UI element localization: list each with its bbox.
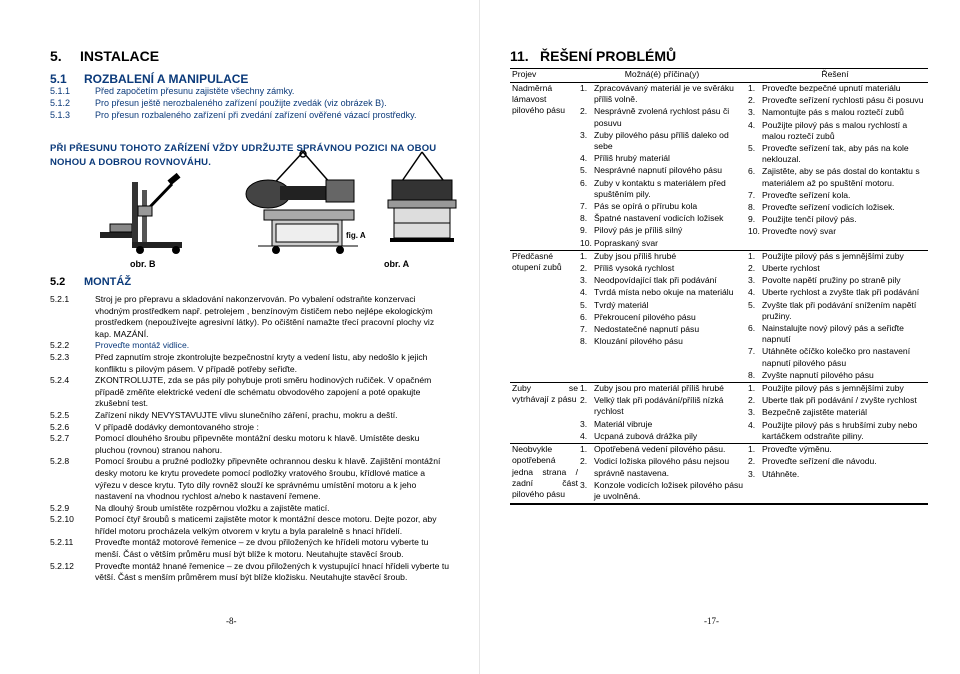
item-number: 7. [748,189,756,200]
item-text: Uberte rychlost [762,263,820,274]
item-number: 6. [748,323,756,334]
list-item [748,383,928,394]
item-number: 2. [580,456,588,467]
item-number: 6. [580,177,588,188]
list-item [580,83,744,105]
item-text: Proveďte seřízení vodicích ložisek. [762,202,895,213]
list-item [748,143,928,165]
list-item [580,456,744,478]
symptom-cell: Neobvykle opotřebená jedna strana / zadní část pilového pásu [512,444,578,499]
item-text: Příliš hrubý materiál [594,153,670,164]
list-item [748,346,928,368]
header-cause: Možná(é) příčina(y) [624,69,700,79]
item-number: 5. [580,165,588,176]
item-number: 4. [748,419,756,430]
list-item [580,213,744,224]
list-item [580,431,744,442]
item-number: 5. [748,143,756,154]
table-header [510,69,928,83]
list-item: 5.2.9 Na dlouhý šroub umístěte rozpěrnou vložku a zajistěte maticí. [50,502,330,513]
forklift-illustration [96,170,196,256]
item-number: 7. [580,324,588,335]
item-number: 5. [580,299,588,310]
header-solution: Řešení [821,69,849,79]
item-number: 2. [748,263,756,274]
item-text: Zuby jsou pro materiál příliš hrubé [594,383,724,394]
item-number: 4. [580,287,588,298]
list-item [748,420,928,442]
symptom-cell: Zuby se vytrhávají z pásu [512,383,578,405]
item-number: 7. [748,346,756,357]
item-text: Proveďte seřízení rychlosti pásu či posuvu [762,95,924,106]
list-item: 5.2.6 V případě dodávky demontovaného stroje : [50,421,259,432]
safety-warning: PŘI PŘESUNU TOHOTO ZAŘÍZENÍ VŽDY UDRŽUJTE SPRÁVNOU POZICI NA OBOU NOHOU A DOBROU ROVNOVÁHU. [50,143,437,168]
solution-cell [748,251,928,382]
page-number: -8- [226,616,237,626]
item-number: 2. [748,395,756,406]
item-number: 2. [580,263,588,274]
item-text: Povolte napětí pružiny po straně pily [762,275,901,286]
item-number: 9. [580,225,588,236]
item-text: Nainstalujte nový pilový pás a seřiďte napnutí [762,323,904,345]
list-item [580,275,744,286]
list-item [748,190,928,201]
list-item [748,251,928,262]
item-number: 6. [580,311,588,322]
item-text: Vodicí ložiska pilového pásu nejsou správně nastavena. [594,456,730,478]
item-text: Uberte rychlost a zvyšte tlak při podávání [762,287,920,298]
item-number: 3. [748,107,756,118]
item-text: Opotřebená vedení pilového pásu. [594,444,726,455]
cause-cell [580,444,748,503]
list-item [580,201,744,212]
cause-cell [580,83,748,250]
item-number: 1. [748,444,756,455]
item-text: Pilový pás je příliš silný [594,225,683,236]
subsection-heading-unpacking: 5.1 ROZBALENÍ A MANIPULACE [50,72,249,86]
item-text: Nedostatečné napnutí pásu [594,324,700,335]
right-page [480,0,960,674]
list-item [580,480,744,502]
item-number: 2. [748,95,756,106]
list-item [748,469,928,480]
item-text: Zvyšte tlak při podávání snížením napětí pružiny. [762,299,917,321]
list-item [580,130,744,152]
list-item [748,300,928,322]
list-item [748,120,928,142]
list-item [580,251,744,262]
list-item [580,263,744,274]
item-text: Nesprávně zvolená rychlost pásu či posuvu [594,106,730,128]
item-text: Proveďte bezpečné upnutí materiálu [762,83,901,93]
list-item: 5.1.2 Pro přesun ještě nerozbaleného zařízení použijte zvedák (viz obrázek B). [50,98,387,108]
item-text: Proveďte seřízení dle návodu. [762,456,877,467]
item-text: Velký tlak při podávání/příliš nízká rychlost [594,395,724,417]
bandsaw-lifting-illustration [228,150,378,258]
item-number: 4. [580,153,588,164]
item-text: Popraskaný svar [594,237,659,248]
item-text: Pás se opírá o přírubu kola [594,201,698,212]
item-number: 3. [580,129,588,140]
cause-cell [580,383,748,443]
item-text: Materiál vibruje [594,418,653,429]
header-symptom: Projev [512,69,537,79]
unpacking-list [50,85,450,121]
list-item [580,178,744,200]
list-item [748,370,928,381]
item-text: Zajistěte, aby se pás dostal do kontaktu s materiálem až po spuštění motoru. [762,166,920,188]
item-text: Proveďte seřízení tak, aby pás na kole neklouzal. [762,143,909,165]
solution-cell [748,444,928,503]
item-number: 1. [580,250,588,261]
list-item [580,395,744,417]
list-item [580,153,744,164]
list-item [748,395,928,406]
solution-cell [748,83,928,250]
symptom-cell: Nadměrná lámavost pilového pásu [512,83,566,116]
item-number: 9. [748,214,756,225]
item-text: Zuby pilového pásu příliš daleko od sebe [594,129,729,152]
assembly-steps [50,294,450,584]
table-row [510,444,928,504]
table-body [510,83,928,504]
item-text: Proveďte seřízení kola. [762,189,851,200]
item-number: 10. [580,237,592,248]
item-number: 3. [748,275,756,286]
item-number: 1. [748,383,756,394]
item-text: Zuby v kontaktu s materiálem před spuštěním pily. [594,177,726,199]
table-row [510,383,928,444]
list-item [580,106,744,128]
list-item [748,83,928,94]
item-text: Zpracovávaný materiál je ve svěráku příliš volně. [594,83,734,105]
list-item: 5.1.3 Pro přesun rozbaleného zařízení při zvedání zařízení ověřené vázací prostředky. [50,110,417,120]
item-text: Tvrdá místa nebo okuje na materiálu [594,287,734,298]
list-item [580,336,744,347]
item-text: Použijte pilový pás s jemnějšími zuby [762,250,904,261]
list-item: 5.2.12 Proveďte montáž hnané řemenice – ze dvou přiložených k vystupující hnací hřídeli vyberte tu větší. Část s menším průměrem musí být blíže kložisku. Neutahujte stavěcí šroub. [50,560,449,583]
subsection-heading-assembly: 5.2 MONTÁŽ [50,276,132,288]
list-item [580,324,744,335]
item-number: 2. [748,456,756,467]
item-number: 6. [748,166,756,177]
item-number: 3. [580,418,588,429]
list-item: 5.2.8 Pomocí šroubu a pružné podložky připevněte ochrannou desku k hlavě. Zajištění montážní desky motoru ke krytu provedete pomocí podložky vratového šroubu, křídlové matice a výřezu v desce krytu. Tyto díly rovněž slouží ke správnému umístění motoru a k jeho nastavení na vhodnou rychlost a/nebo k nastavení řemene. [50,456,441,502]
item-number: 3. [748,407,756,418]
list-item [580,444,744,455]
item-text: Použijte tenčí pilový pás. [762,214,857,225]
item-text: Špatné nastavení vodicích ložisek [594,213,724,224]
list-item: 5.2.1 Stroj je pro přepravu a skladování nakonzervován. Po vybalení odstraňte konzervaci vhodným prostředkem např. petrolejem , benzínovým čističem nebo nejlépe ekologickým prostředkem (nepoužívejte agresivní látky). Po očištění namažte třecí pracovní plochy viz kap. MAZÁNÍ. [50,294,435,339]
list-item: 5.2.10 Pomocí čtyř šroubů s maticemi zajistěte motor k montážní desce motoru. Dejte pozor, aby hřídel motoru procházela velkým otvorem v krytu a byla paralelně s hnací hřídelí. [50,514,437,536]
item-text: Neodpovídající tlak při podávání [594,275,717,286]
item-text: Nesprávné napnutí pilového pásu [594,165,723,176]
item-text: Použijte pilový pás s jemnějšími zuby [762,383,904,394]
fig-a-tag: fig. A [346,231,366,240]
item-number: 1. [580,83,588,93]
symptom-cell: Předčasné otupení zubů [512,250,562,273]
list-item [748,107,928,118]
figure-a-label: obr. A [384,259,410,269]
list-item [748,202,928,213]
list-item: 5.2.4 ZKONTROLUJTE, zda se pás pily pohybuje proti směru hodinových ručiček. V opačném případě změňte elektrické vedení dle schématu obvodového zapojení a poté opakujte zkušební test. [50,375,432,409]
list-item [748,95,928,106]
item-text: Překroucení pilového pásu [594,311,696,322]
item-number: 4. [748,119,756,130]
item-text: Klouzání pilového pásu [594,336,683,347]
item-text: Utáhněte. [762,468,800,479]
list-item [580,383,744,394]
list-item [748,287,928,298]
item-number: 2. [580,395,588,406]
item-number: 1. [748,83,756,93]
item-number: 7. [580,201,588,212]
list-item [748,275,928,286]
item-number: 8. [748,369,756,380]
list-item: 5.2.11 Proveďte montáž motorové řemenice – ze dvou přiložených ke hřídeli motoru vyberte tu menší. Část o větším průměru musí být blíže k motoru. Neutahujte stavěcí šroub. [50,537,429,560]
page-number: -17- [704,616,719,626]
item-number: 2. [580,106,588,117]
list-item [580,225,744,236]
item-text: Tvrdý materiál [594,299,649,310]
troubleshooting-table [510,68,928,505]
cause-cell [580,251,748,382]
item-number: 3. [748,468,756,479]
item-number: 1. [580,444,588,455]
list-item: 5.2.5 Zařízení nikdy NEVYSTAVUJTE vlivu slunečního záření, prachu, mokru a deští. [50,409,398,420]
item-text: Bezpečně zajistěte materiál [762,407,868,418]
list-item: 5.2.2 Proveďte montáž vidlice. [50,340,190,351]
list-item: 5.2.7 Pomocí dlouhého šroubu připevněte montážní desku motoru k hlavě. Umístěte desku pluchou (rovnou) stranou nahoru. [50,433,420,455]
list-item [748,214,928,225]
list-item [748,444,928,455]
item-number: 4. [748,287,756,298]
item-number: 4. [580,430,588,441]
item-text: Utáhněte očíčko kolečko pro nastavení napnutí pilového pásu [762,346,911,368]
section-heading-troubleshooting: 11. ŘEŠENÍ PROBLÉMŮ [510,48,677,64]
item-text: Zvyšte napnutí pilového pásu [762,369,874,380]
section-heading-installation: 5. INSTALACE [50,48,160,64]
item-text: Ucpaná zubová drážka pily [594,430,698,441]
item-text: Proveďte nový svar [762,226,837,237]
item-text: Příliš vysoká rychlost [594,263,675,274]
list-item [580,312,744,323]
item-number: 8. [580,213,588,224]
item-number: 10. [748,226,760,237]
item-number: 1. [748,250,756,261]
item-text: Zuby jsou příliš hrubé [594,250,677,261]
list-item [748,166,928,188]
figure-b-label: obr. B [130,259,156,269]
list-item [580,300,744,311]
solution-cell [748,383,928,443]
table-row [510,83,928,251]
item-number: 8. [748,202,756,213]
list-item: 5.1.1 Před započetím přesunu zajistěte všechny zámky. [50,86,295,96]
list-item [580,165,744,176]
list-item [748,323,928,345]
bandsaw-front-illustration [380,150,464,246]
item-text: Použijte pilový pás s hrubšími zuby nebo kartáčkem odstraňte piliny. [762,419,918,441]
list-item [580,287,744,298]
item-number: 5. [748,299,756,310]
list-item [748,407,928,418]
item-text: Použijte pilový pás s malou rychlostí a malou roztečí zubů [762,119,908,141]
list-item [580,419,744,430]
item-text: Uberte tlak při podávání / zvyšte rychlost [762,395,917,406]
item-number: 3. [580,479,588,490]
item-text: Proveďte výměnu. [762,444,832,455]
item-number: 8. [580,336,588,347]
item-text: Namontujte pás s malou roztečí zubů [762,107,904,118]
item-number: 1. [580,383,588,394]
item-number: 3. [580,275,588,286]
table-row [510,251,928,383]
list-item [748,263,928,274]
list-item [748,456,928,467]
list-item [580,238,744,249]
item-text: Konzole vodicích ložisek pilového pásu je uvolněná. [594,479,744,501]
list-item: 5.2.3 Před zapnutím stroje zkontrolujte bezpečnostní kryty a vedení listu, aby nedošlo k jejich konfliktu s pilovým pásem. V případě potřeby seřiďte. [50,351,428,374]
list-item [748,226,928,237]
